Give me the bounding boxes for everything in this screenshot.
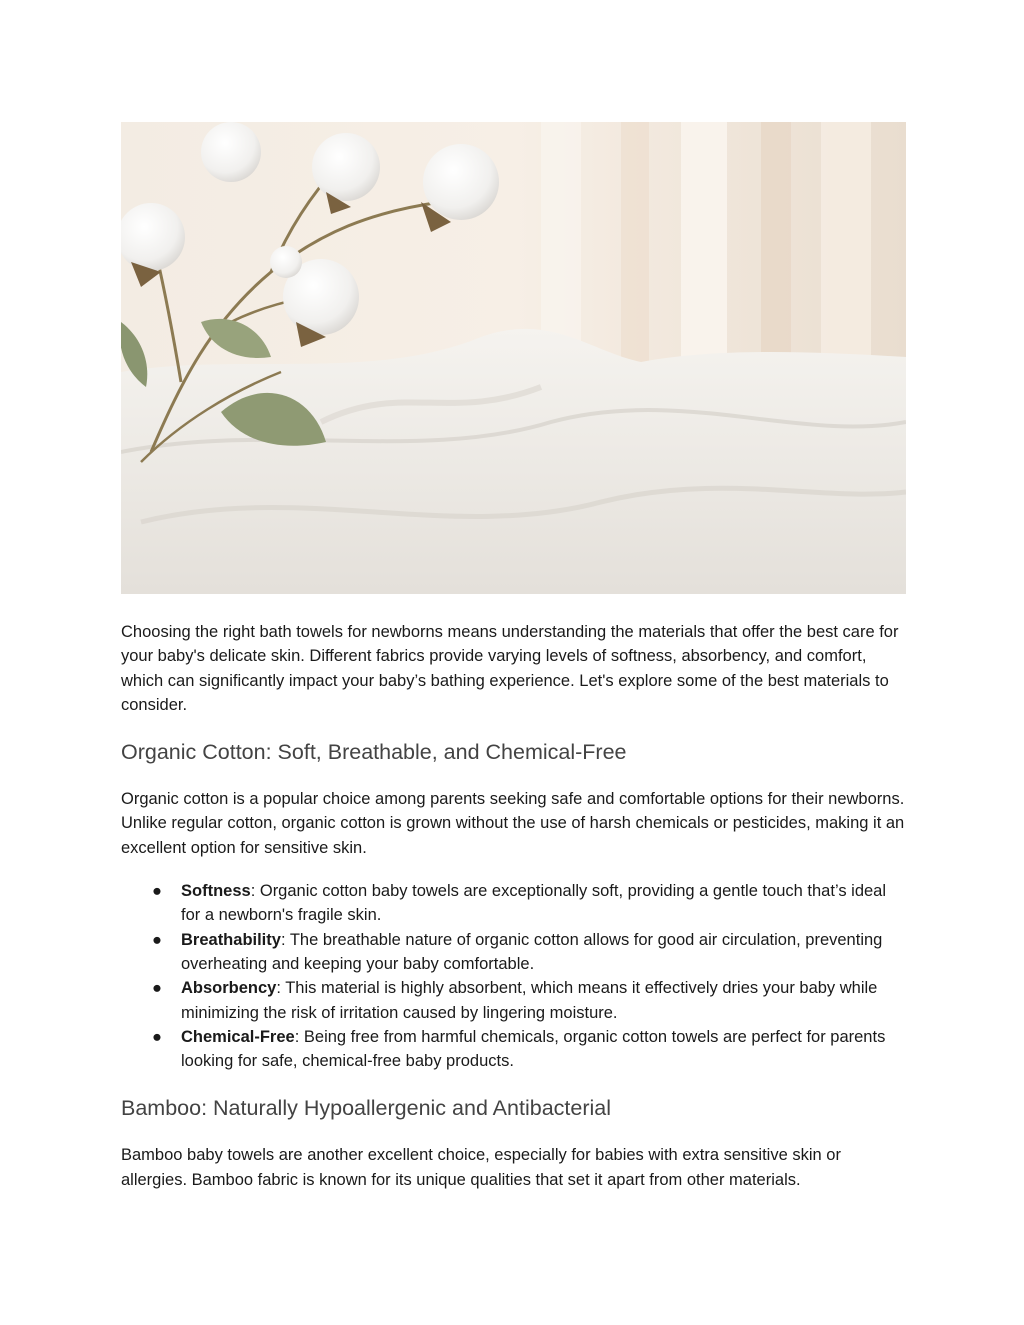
document-page (121, 122, 906, 1192)
list-item-term: Absorbency (181, 979, 277, 998)
list-item-text: : Organic cotton baby towels are exceptionally soft, providing a gentle touch that’s ideal for a newborn's fragile skin. (181, 882, 887, 925)
list-item (152, 1025, 906, 1074)
bullet-icon: ● (152, 1027, 162, 1046)
organic-cotton-benefits-list (121, 879, 906, 1073)
list-item (152, 976, 906, 1025)
bullet-icon: ● (152, 979, 162, 998)
cotton-towel-photo-icon (121, 122, 906, 594)
bamboo-paragraph: Bamboo baby towels are another excellent choice, especially for babies with extra sensitive skin or allergies. Bamboo fabric is known for its unique qualities that set it apart from other materials. (121, 1146, 841, 1189)
hero-image (121, 122, 906, 594)
list-item (152, 879, 906, 928)
list-item (152, 928, 906, 977)
list-item-text: : Being free from harmful chemicals, organic cotton towels are perfect for parents looking for safe, chemical-free baby products. (181, 1027, 886, 1071)
list-item-text: : This material is highly absorbent, which means it effectively dries your baby while minimizing the risk of irritation caused by lingering moisture. (181, 979, 878, 1022)
list-item-term: Breathability (181, 930, 281, 949)
section-heading-bamboo: Bamboo: Naturally Hypoallergenic and Antibacterial (121, 1096, 611, 1121)
bullet-icon: ● (152, 882, 162, 901)
list-item-term: Softness (181, 882, 251, 901)
intro-paragraph: Choosing the right bath towels for newborns means understanding the materials that offer the best care for your baby's delicate skin. Different fabrics provide varying levels of softness, absorbency, and comfort, which can significantly impact your baby’s bathing experience. Let's explore some of the best materials to consider. (121, 623, 899, 714)
organic-cotton-paragraph: Organic cotton is a popular choice among parents seeking safe and comfortable options for their newborns. Unlike regular cotton, organic cotton is grown without the use of harsh chemicals or pesticides, making it an excellent option for sensitive skin. (121, 790, 905, 857)
list-item-term: Chemical-Free (181, 1027, 295, 1046)
list-item-text: : The breathable nature of organic cotton allows for good air circulation, preventing overheating and keeping your baby comfortable. (181, 930, 883, 973)
bullet-icon: ● (152, 930, 162, 949)
section-heading-organic-cotton: Organic Cotton: Soft, Breathable, and Chemical-Free (121, 740, 627, 765)
